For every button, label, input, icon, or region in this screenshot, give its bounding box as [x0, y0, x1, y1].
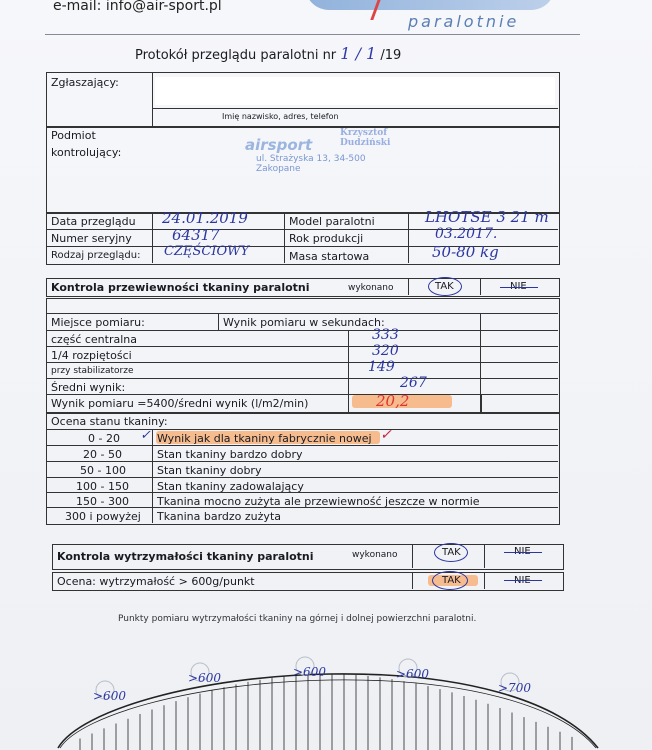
- mass-label: Masa startowa: [289, 250, 370, 263]
- porosity-yes-circle: [428, 277, 462, 296]
- porosity-no-strike: [500, 287, 538, 288]
- porosity-yes: TAK: [435, 281, 454, 292]
- wing-diagram: [0, 630, 652, 750]
- formula-label: Wynik pomiaru =5400/średni wynik (l/m2/min): [51, 397, 309, 410]
- header-email: e-mail: info@air-sport.pl: [53, 0, 222, 14]
- controller-label-2: kontrolujący:: [51, 146, 122, 159]
- strength-title: Kontrola wytrzymałości tkaniny paralotni: [57, 550, 314, 563]
- scale-check-left: ✓: [140, 428, 151, 443]
- stamp-brand: airsport: [245, 136, 313, 154]
- row-average-label: Średni wynik:: [51, 381, 126, 394]
- row-quarter-value: 320: [372, 343, 399, 359]
- date-value: 24.01.2019: [162, 209, 248, 227]
- measure-result-label: Wynik pomiaru w sekundach:: [223, 316, 385, 329]
- scale-desc-1: Stan tkaniny bardzo dobry: [157, 448, 303, 461]
- company-stamp: [240, 128, 410, 174]
- assessment-label: Ocena stanu tkaniny:: [51, 415, 168, 428]
- strength-no: NIE: [514, 546, 531, 557]
- brand-logo: [305, 0, 555, 10]
- scale-range-1: 20 - 50: [83, 448, 122, 461]
- points-caption: Punkty pomiaru wytrzymałości tkaniny na górnej i dolnej powierzchni paralotni.: [118, 614, 477, 624]
- porosity-no: NIE: [510, 281, 527, 292]
- serial-value: 64317: [172, 226, 220, 244]
- scale-range-0: 0 - 20: [88, 432, 120, 445]
- brand-tagline: paralotnie: [408, 12, 520, 31]
- serial-label: Numer seryjny: [51, 232, 132, 245]
- protocol-title: [135, 44, 401, 63]
- formula-value-box: [348, 394, 482, 413]
- year-label: Rok produkcji: [289, 232, 364, 245]
- mass-value: 50-80 kg: [432, 243, 499, 261]
- row-center-label: część centralna: [51, 333, 137, 346]
- strength-done-label: wykonano: [352, 550, 398, 560]
- porosity-done-label: wykonano: [348, 283, 394, 293]
- measure-point-value: >600: [396, 667, 429, 681]
- model-value: LHOTSE 3 21 m: [425, 208, 549, 226]
- strength-yes-circle: [434, 543, 468, 562]
- applicant-hint: Imię nazwisko, adres, telefon: [222, 112, 339, 121]
- measure-place-label: Miejsce pomiaru:: [51, 316, 145, 329]
- strength-yes: TAK: [442, 547, 461, 558]
- title-prefix: Protokół przeglądu paralotni nr: [135, 48, 337, 63]
- type-value: CZĘŚCIOWY: [164, 244, 250, 259]
- scale-range-5: 300 i powyżej: [65, 510, 141, 523]
- scale-range-2: 50 - 100: [80, 464, 126, 477]
- header-divider: [45, 34, 580, 35]
- measure-point-value: >700: [498, 681, 531, 695]
- controller-label-1: Podmiot: [51, 129, 96, 142]
- protocol-number: 1 / 1: [340, 44, 377, 63]
- stamp-name-1: Krzysztof: [340, 128, 388, 138]
- row-stabilizer-value: 149: [368, 359, 395, 375]
- formula-value: 20,2: [376, 392, 410, 410]
- scale-desc-4: Tkanina mocno zużyta ale przewiewność jeszcze w normie: [157, 495, 480, 508]
- row-quarter-label: 1/4 rozpiętości: [51, 349, 132, 362]
- applicant-redacted: [155, 77, 555, 105]
- stamp-address: ul. Strażyska 13, 34-500 Zakopane: [256, 154, 366, 174]
- scale-desc-5: Tkanina bardzo zużyta: [157, 510, 281, 523]
- measure-point-value: >600: [188, 671, 221, 685]
- title-suffix: /19: [380, 48, 402, 63]
- model-label: Model paralotni: [289, 215, 375, 228]
- strength-rating-no: NIE: [514, 575, 531, 586]
- strength-rating-yes-circle: [432, 571, 468, 590]
- strength-rating-no-strike: [504, 580, 542, 581]
- strength-no-strike: [504, 552, 542, 553]
- year-value: 03.2017.: [435, 226, 498, 242]
- row-average-value: 267: [400, 375, 427, 391]
- scale-check-right: ✓: [380, 427, 392, 443]
- scale-desc-2: Stan tkaniny dobry: [157, 464, 262, 477]
- measure-point-value: >600: [293, 665, 326, 679]
- porosity-title: Kontrola przewiewności tkaniny paralotni: [51, 281, 310, 294]
- scale-range-4: 150 - 300: [76, 495, 129, 508]
- measure-point-value: >600: [93, 689, 126, 703]
- scale-range-3: 100 - 150: [76, 480, 129, 493]
- row-stabilizer-label: przy stabilizatorze: [51, 366, 134, 376]
- type-label: Rodzaj przeglądu:: [51, 250, 141, 261]
- scale-desc-3: Stan tkaniny zadowalający: [157, 480, 304, 493]
- strength-rating-label: Ocena: wytrzymałość > 600g/punkt: [57, 575, 255, 588]
- strength-rating-yes: TAK: [442, 575, 461, 586]
- scale-desc-0: Wynik jak dla tkaniny fabrycznie nowej: [157, 432, 372, 445]
- stamp-name-2: Dudziński: [340, 138, 391, 148]
- date-label: Data przeglądu: [51, 215, 136, 228]
- row-center-value: 333: [372, 327, 399, 343]
- applicant-label: Zgłaszający:: [51, 76, 119, 89]
